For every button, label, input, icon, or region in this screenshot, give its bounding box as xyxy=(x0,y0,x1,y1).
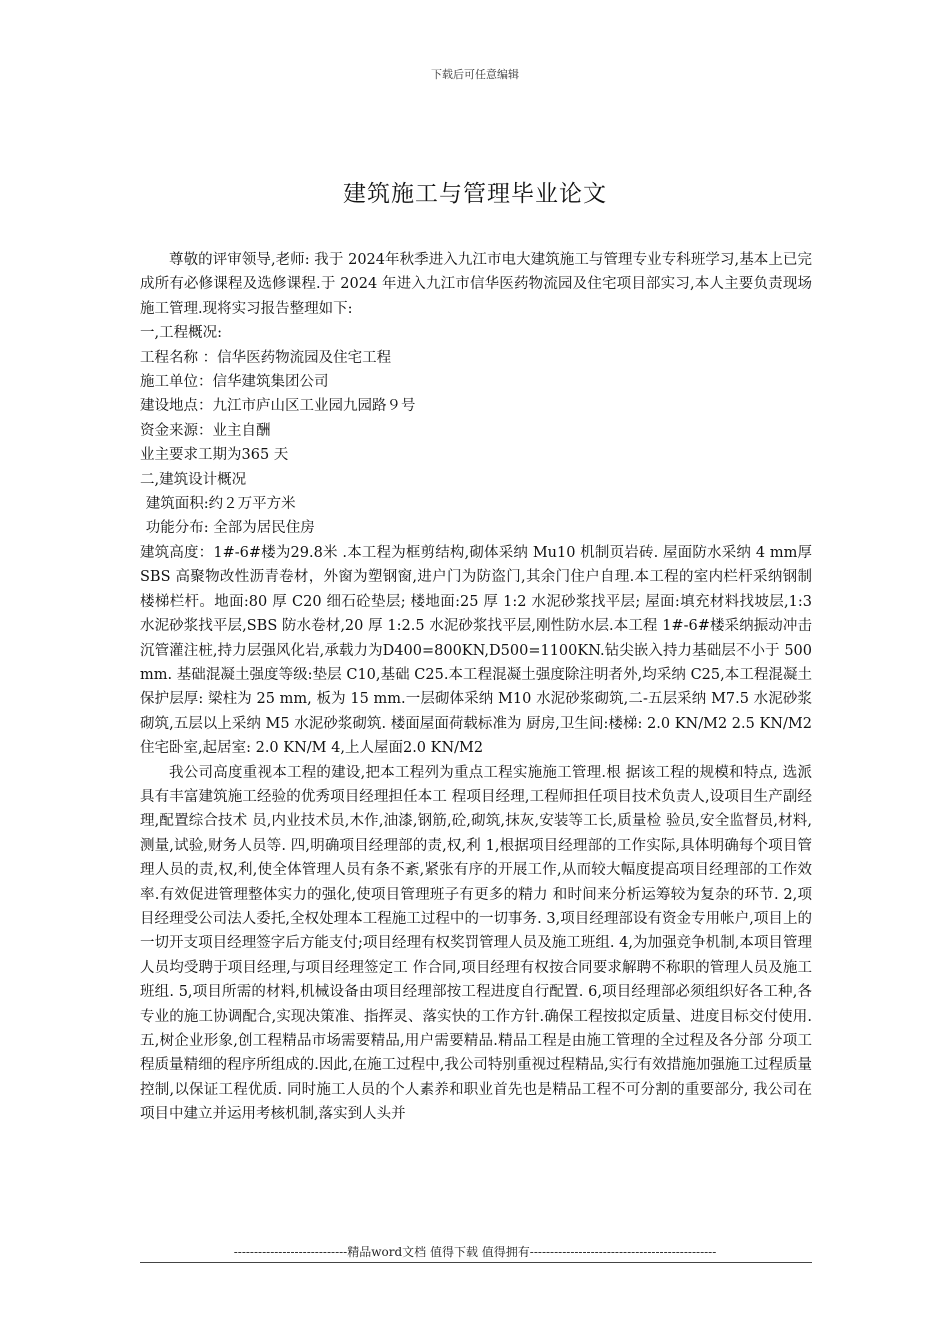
building-area-line: 建筑面积:约２万平方米 xyxy=(145,496,296,513)
funding-line: 资金来源：业主自酬 xyxy=(140,422,271,439)
page-header-note: 下载后可任意编辑 xyxy=(431,68,519,81)
document-title: 建筑施工与管理毕业论文 xyxy=(343,181,607,208)
function-line: 功能分布: 全部为居民住房 xyxy=(145,520,315,537)
duration-line: 业主要求工期为365 天 xyxy=(140,447,289,464)
page-footer-banner: ----------------------------精品word文档 值得下载 值得拥有---------------------------------------------- xyxy=(233,1245,717,1259)
intro-paragraph: 尊敬的评审领导,老师: 我于 2024年秋季进入九江市电大建筑施工与管理专业专科班学习,基本上已完成所有必修课程及选修课程.于 2024 年进入九江市信华医药物流园及住宅项目部实习,本人主要负责现场施工管理.现将实习报告整理如下: xyxy=(140,252,812,317)
contractor-line: 施工单位：信华建筑集团公司 xyxy=(140,374,329,391)
design-details-paragraph: 建筑高度：1#-6#楼为29.8米 .本工程为框剪结构,砌体采纳 Mu10 机制页岩砖. 屋面防水采纳 4 mm厚 SBS 高聚物改性沥青卷材，外窗为塑钢窗,进户门为防盗门,其余门住户自理.本工程的室内栏杆采纳钢制楼梯栏杆。地面:80 厚 C20 细石砼垫层; 楼地面:25 厚 1:2 水泥砂浆找平层; 屋面:填充材料找坡层,1:3 水泥砂浆找平层,SBS 防水卷材,20 厚 1:2.5 水泥砂浆找平层,刚性防水层.本工程 1#-6#楼采纳振动冲击沉管灌注桩,持力层强风化岩,承载力为D400=800KN,D500=1100KN.钻尖嵌入持力基础层不小于 500 mm. 基础混凝土强度等级:垫层 C10,基础 C25.本工程混凝土强度除注明者外,均采纳 C25,本工程混凝土保护层厚: 梁柱为 25 mm, 板为 15 mm.一层砌体采纳 M10 水泥砂浆砌筑,二-五层采纳 M7.5 水泥砂浆砌筑,五层以上采纳 M5 水泥砂浆砌筑. 楼面屋面荷载标准为 厨房,卫生间:楼梯: 2.0 KN/M2 2.5 KN/M2住宅卧室,起居室: 2.0 KN/M 4,上人屋面2.0 KN/M2 xyxy=(140,544,812,757)
section-heading-design: 二,建筑设计概况 xyxy=(140,471,247,488)
location-line: 建设地点：九江市庐山区工业园九园路９号 xyxy=(140,398,416,415)
section-heading-overview: 一,工程概况: xyxy=(140,325,222,342)
project-name-line: 工程名称 ：信华医药物流园及住宅工程 xyxy=(140,349,392,366)
footer-divider xyxy=(140,1262,812,1263)
management-paragraph: 我公司高度重视本工程的建设,把本工程列为重点工程实施施工管理.根 据该工程的规模和特点, 选派具有丰富建筑施工经验的优秀项目经理担任本工 程项目经理,工程师担任项目技术负责人,设项目生产副经理,配置综合技术 员,内业技术员,木作,油漆,钢筋,砼,砌筑,抹灰,安装等工长,质量检 验员,安全监督员,材料,测量,试验,财务人员等. 四,明确项目经理部的责,权,利 1,根据项目经理部的工作实际,具体明确每个项目管理人员的责,权,利,使全体管理人员有条不紊,紧张有序的开展工作,从而较大幅度提高项目经理部的工作效率.有效促进管理整体实力的强化,使项目管理班子有更多的精力 和时间来分析运筹较为复杂的环节. 2,项目经理受公司法人委托,全权处理本工程施工过程中的一切事务. 3,项目经理部设有资金专用帐户,项目上的一切开支项目经理签字后方能支付;项目经理有权奖罚管理人员及施工班组. 4,为加强竞争机制,本项目管理人员均受聘于项目经理,与项目经理签定工 作合同,项目经理有权按合同要求解聘不称职的管理人员及施工班组. 5,项目所需的材料,机械设备由项目经理部按工程进度自行配置. 6,项目经理部必须组织好各工种,各专业的施工协调配合,实现决策准、指挥灵、落实快的工作方针.确保工程按拟定质量、进度目标交付使用. 五,树企业形象,创工程精品市场需要精品,用户需要精品.精品工程是由施工管理的全过程及各分部 分项工程质量精细的程序所组成的.因此,在施工过程中,我公司特别重视过程精品,实行有效措施加强施工过程质量控制,以保证工程优质. 同时施工人员的个人素养和职业首先也是精品工程不可分割的重要部分, 我公司在项目中建立并运用考核机制,落实到人头并 xyxy=(140,764,812,1123)
document-body xyxy=(140,248,812,1127)
